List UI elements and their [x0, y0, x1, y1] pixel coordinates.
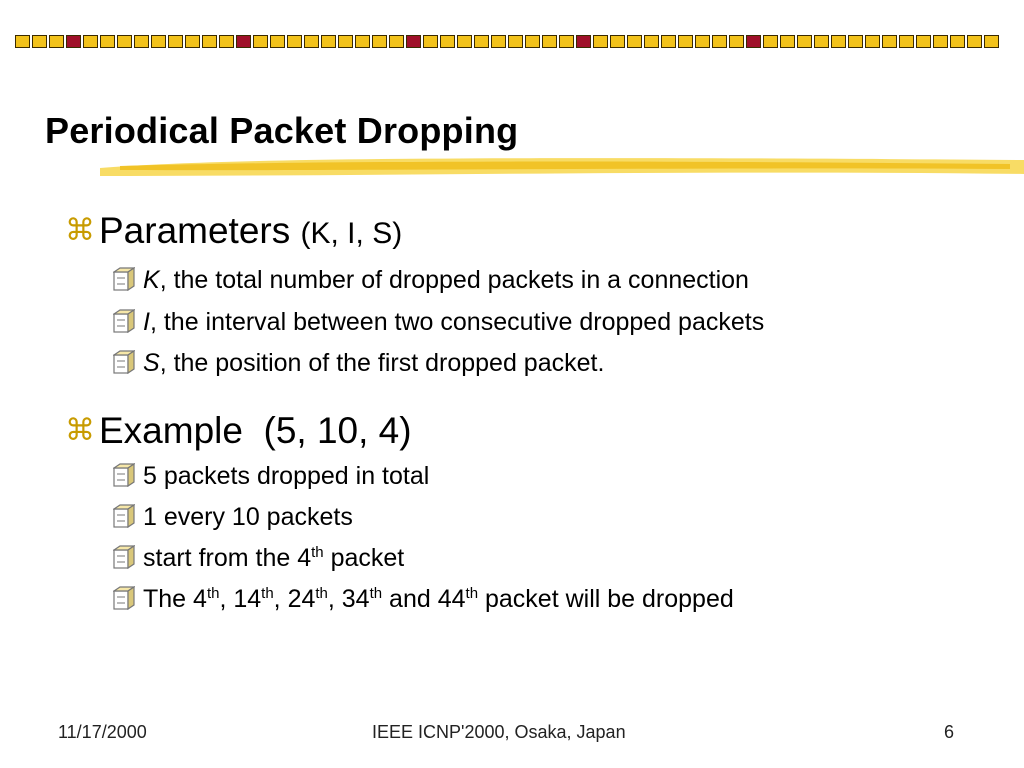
- z-bullet-icon: ⌘: [65, 214, 95, 247]
- decorative-square: [627, 35, 642, 48]
- decorative-square: [729, 35, 744, 48]
- decorative-square: [984, 35, 999, 48]
- decorative-square: [865, 35, 880, 48]
- decorative-square: [542, 35, 557, 48]
- decorative-square: [525, 35, 540, 48]
- decorative-square-strip: [15, 35, 1001, 48]
- decorative-square: [678, 35, 693, 48]
- decorative-square: [185, 35, 200, 48]
- decorative-square: [559, 35, 574, 48]
- footer-page-number: 6: [944, 722, 955, 742]
- decorative-square: [899, 35, 914, 48]
- file-cabinet-icon: [113, 267, 135, 298]
- slide-title: Periodical Packet Dropping: [45, 110, 519, 151]
- decorative-square: [219, 35, 234, 48]
- decorative-square: [287, 35, 302, 48]
- decorative-square: [508, 35, 523, 48]
- decorative-square: [66, 35, 81, 48]
- decorative-square: [916, 35, 931, 48]
- decorative-square: [100, 35, 115, 48]
- file-cabinet-icon: [113, 586, 135, 617]
- decorative-square: [950, 35, 965, 48]
- decorative-square: [695, 35, 710, 48]
- decorative-square: [746, 35, 761, 48]
- decorative-square: [389, 35, 404, 48]
- footer-date: 11/17/2000: [58, 722, 147, 742]
- z-bullet-icon: ⌘: [65, 414, 95, 447]
- decorative-square: [882, 35, 897, 48]
- decorative-square: [763, 35, 778, 48]
- decorative-square: [797, 35, 812, 48]
- decorative-square: [593, 35, 608, 48]
- decorative-square: [831, 35, 846, 48]
- decorative-square: [661, 35, 676, 48]
- decorative-square: [15, 35, 30, 48]
- list-item: I, the interval between two consecutive dropped packets: [113, 308, 764, 340]
- decorative-square: [304, 35, 319, 48]
- decorative-square: [372, 35, 387, 48]
- list-item: The 4th, 14th, 24th, 34th and 44th packet will be dropped: [113, 585, 734, 617]
- decorative-square: [83, 35, 98, 48]
- decorative-square: [814, 35, 829, 48]
- decorative-square: [321, 35, 336, 48]
- decorative-square: [780, 35, 795, 48]
- file-cabinet-icon: [113, 545, 135, 576]
- list-item: S, the position of the first dropped packet.: [113, 349, 604, 381]
- list-item: start from the 4th packet: [113, 544, 404, 576]
- decorative-square: [967, 35, 982, 48]
- section-heading-parameters: ⌘ Parameters (K, I, S): [65, 210, 403, 251]
- list-item: K, the total number of dropped packets in a connection: [113, 266, 749, 298]
- decorative-square: [355, 35, 370, 48]
- file-cabinet-icon: [113, 309, 135, 340]
- decorative-square: [576, 35, 591, 48]
- decorative-square: [474, 35, 489, 48]
- footer-conference: IEEE ICNP'2000, Osaka, Japan: [372, 722, 626, 742]
- decorative-square: [32, 35, 47, 48]
- decorative-square: [134, 35, 149, 48]
- list-item: 5 packets dropped in total: [113, 462, 429, 494]
- decorative-square: [848, 35, 863, 48]
- title-brush-underline: [100, 150, 1024, 186]
- decorative-square: [933, 35, 948, 48]
- decorative-square: [644, 35, 659, 48]
- list-item: 1 every 10 packets: [113, 503, 353, 535]
- decorative-square: [117, 35, 132, 48]
- decorative-square: [236, 35, 251, 48]
- decorative-square: [253, 35, 268, 48]
- decorative-square: [406, 35, 421, 48]
- decorative-square: [202, 35, 217, 48]
- file-cabinet-icon: [113, 463, 135, 494]
- decorative-square: [423, 35, 438, 48]
- decorative-square: [610, 35, 625, 48]
- decorative-square: [440, 35, 455, 48]
- decorative-square: [49, 35, 64, 48]
- decorative-square: [151, 35, 166, 48]
- decorative-square: [491, 35, 506, 48]
- file-cabinet-icon: [113, 350, 135, 381]
- decorative-square: [457, 35, 472, 48]
- decorative-square: [338, 35, 353, 48]
- decorative-square: [270, 35, 285, 48]
- section-heading-example: ⌘ Example (5, 10, 4): [65, 410, 412, 451]
- decorative-square: [168, 35, 183, 48]
- decorative-square: [712, 35, 727, 48]
- file-cabinet-icon: [113, 504, 135, 535]
- parameters-tuple: (K, I, S): [300, 217, 403, 250]
